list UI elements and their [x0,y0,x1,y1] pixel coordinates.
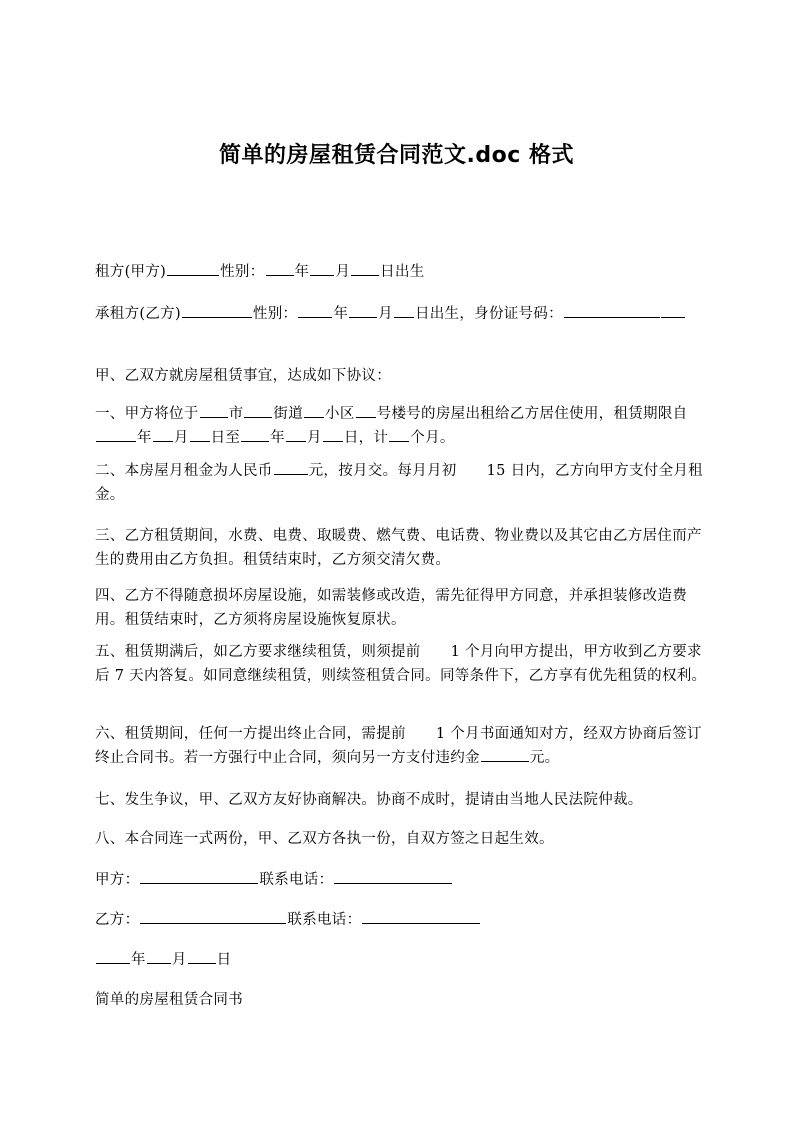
month-label: 月 [378,306,393,322]
lessee-line [95,302,707,326]
blank [286,427,306,442]
clause-text: 元，按月交。每月月初 [308,463,457,479]
clause-text: 一、甲方将位于 [95,406,199,422]
blank [266,261,294,276]
birth-id-label: 日出生，身份证号码： [414,306,563,322]
blank [241,427,269,442]
clause-text: 二、本房屋月租金为人民币 [95,463,273,479]
id-blank-cont [661,303,685,318]
clause-text: 元。 [529,750,560,766]
blank [356,403,376,418]
day-label: 日 [216,952,232,968]
clause-text: 1 个月书面通知对方，经双方协商后签订终止合同书。若一方强行中止合同，须向另一方支付违约金 [95,726,702,766]
clause-2 [95,459,707,507]
blank [389,427,409,442]
month-label: 月 [335,264,351,280]
clause-4: 四、乙方不得随意损坏房屋设施，如需装修或改造，需先征得甲方同意，并承担装修改造费用。租赁结束时，乙方须将房屋设施恢复原状。 [95,588,687,628]
gender-label: 性别： [252,306,298,322]
party-a-blank [140,869,258,884]
clause-text: 月 [173,430,189,446]
clause-text: 市 [228,406,244,422]
clause-text: 年 [270,430,286,446]
clause-6 [95,722,707,770]
clause-text: 个月。 [410,430,455,446]
phone-blank [334,869,452,884]
name-blank [182,303,252,318]
clause-5 [95,640,707,688]
name-blank [167,261,219,276]
signing-date [95,948,707,972]
clause-8: 八、本合同连一式两份，甲、乙双方各执一份，自双方签之日起生效。 [95,831,554,847]
blank [274,460,308,475]
month-blank [147,949,171,964]
clause-text: 街道 [273,406,304,422]
signature-party-b [95,908,707,932]
phone-label: 联系电话： [287,912,362,928]
blank [323,427,343,442]
blank [153,427,173,442]
clause-1 [95,402,707,450]
penalty-blank [481,747,529,762]
clause-text: 六、租赁期间，任何一方提出终止合同，需提前 [95,726,406,742]
party-a-label: 甲方： [95,872,140,888]
phone-blank [362,909,480,924]
month-label: 月 [171,952,187,968]
year-label: 年 [294,264,310,280]
phone-label: 联系电话： [259,872,334,888]
party-b-label: 乙方： [95,912,140,928]
year-label: 年 [131,952,146,968]
id-blank [564,303,660,318]
lessor-line [95,260,707,284]
blank [190,427,210,442]
intro-paragraph: 甲、乙双方就房屋租赁事宜，达成如下协议： [95,368,391,384]
blank [304,403,324,418]
lessor-label: 租方(甲方) [95,264,167,280]
footer-heading: 简单的房屋租赁合同书 [95,992,243,1008]
clause-text: 月 [307,430,322,446]
clause-text: 五、租赁期满后，如乙方要求继续租赁，则须提前 [95,644,421,660]
birth-label: 日出生 [380,264,425,280]
blank [244,403,272,418]
clause-text: 小区 [325,406,355,422]
blank [96,427,136,442]
year-label: 年 [333,306,349,322]
clause-text: 号楼号的房屋出租给乙方居住使用，租赁期限自 [376,406,688,422]
blank [349,303,377,318]
document-title: 简单的房屋租赁合同范文.doc 格式 [219,143,574,168]
year-blank [96,949,130,964]
blank [351,261,379,276]
clause-text: 日，计 [343,430,389,446]
party-b-blank [140,909,286,924]
lessee-label: 承租方(乙方) [95,306,181,322]
clause-text: 1 个月向甲方提出，甲方收到乙方要求后 7 天内答复。如同意继续租赁，则续签租赁合同。同等条件下，乙方享有优先租赁的权利。 [95,644,707,684]
blank [200,403,228,418]
blank [298,303,332,318]
clause-7: 七、发生争议，甲、乙双方友好协商解决。协商不成时，提请由当地人民法院仲裁。 [95,792,643,808]
clause-text: 年 [137,430,152,446]
blank [394,303,414,318]
clause-text: 15 日内，乙方向甲方支付全月租金。 [95,463,703,503]
clause-3: 三、乙方租赁期间，水费、电费、取暖费、燃气费、电话费、物业费以及其它由乙方居住而产生的费用由乙方负担。租赁结束时，乙方须交清欠费。 [95,528,702,568]
blank [310,261,334,276]
clause-text: 日至 [210,430,241,446]
day-blank [188,949,216,964]
gender-label: 性别： [220,264,265,280]
signature-party-a [95,868,707,892]
